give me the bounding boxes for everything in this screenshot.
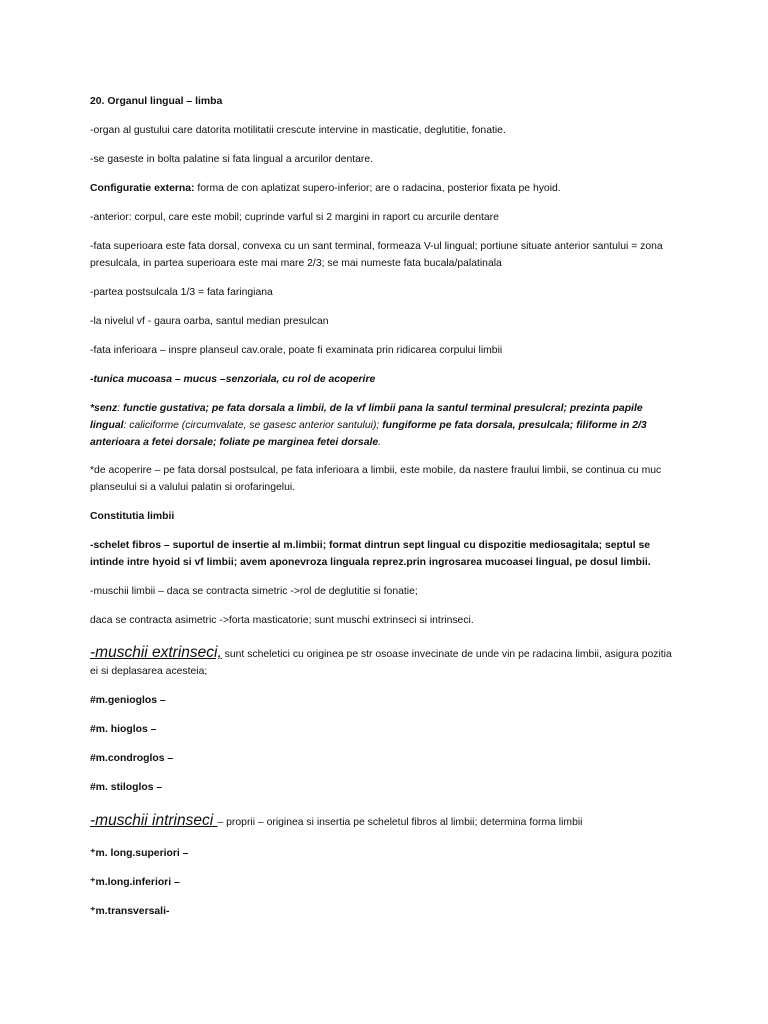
extrinseci-text: sunt scheletici cu originea pe str osoase invecinate de unde vin pe radacina limbii, asigura pozitia ei si deplasarea acesteia; [90, 649, 672, 677]
paragraph-senz [90, 400, 680, 451]
paragraph-fata-superioara: -fata superioara este fata dorsal, convexa cu un sant terminal, formeaza V-ul lingual; portiune situate anterior santului = zona presulcala, in partea superioara este mai mare 2/3; se mai numeste fata bucala/palatinala [90, 241, 663, 269]
muscle-long-inferiori: ⁺m.long.inferiori – [90, 877, 180, 888]
paragraph-anterior: -anterior: corpul, care este mobil; cuprinde varful si 2 margini in raport cu arcurile dentare [90, 212, 499, 223]
paragraph-configuratie [90, 180, 680, 197]
paragraph-tunica: -tunica mucoasa – mucus –senzoriala, cu rol de acoperire [90, 374, 376, 385]
paragraph-bolta: -se gaseste in bolta palatine si fata lingual a arcurilor dentare. [90, 154, 374, 165]
paragraph-vf: -la nivelul vf - gaura oarba, santul median presulcan [90, 316, 329, 327]
senz-rest: : caliciforme (circumvalate, se gasesc anterior santului); [123, 420, 383, 431]
paragraph-organ: -organ al gustului care datorita motilitatii crescute intervine in masticatie, deglutitie, fonatie. [90, 125, 506, 136]
muscle-hioglos: #m. hioglos – [90, 724, 157, 735]
senz-colon: : [117, 403, 123, 414]
heading-constitutia: Constitutia limbii [90, 511, 175, 522]
paragraph-intrinseci [90, 812, 680, 831]
senz-text: functie gustativa; pe fata dorsala a limbii, de la vf limbii pana la santul terminal presulcral; prezinta papile lingual [90, 403, 643, 431]
paragraph-asimetric: daca se contracta asimetric ->forta masticatorie; sunt muschi extrinseci si intrinseci. [90, 615, 474, 626]
paragraph-extrinseci [90, 644, 680, 680]
configuratie-label: Configuratie externa: [90, 183, 195, 194]
paragraph-postsulcala: -partea postsulcala 1/3 = fata faringiana [90, 287, 273, 298]
paragraph-acoperire: *de acoperire – pe fata dorsal postsulcal, pe fata inferioara a limbii, este mobile, da nastere fraului limbii, se continua cu muc planseului si a valului palatin si orofaringelui. [90, 465, 662, 493]
muscle-transversali: ⁺m.transversali- [90, 906, 170, 917]
intrinseci-text: – proprii – originea si insertia pe scheletul fibros al limbii; determina forma limbii [217, 817, 583, 828]
section-title: 20. Organul lingual – limba [90, 96, 223, 107]
muscle-condroglos: #m.condroglos – [90, 753, 174, 764]
muscle-genioglos: #m.genioglos – [90, 695, 166, 706]
senz-text-2: fungiforme pe fata dorsala, presulcala; filiforme in 2/3 anterioara a fetei dorsale; foliate pe marginea fetei dorsale [90, 420, 647, 448]
intrinseci-label: -muschii intrinseci [90, 812, 218, 829]
muscle-stiloglos: #m. stiloglos – [90, 782, 163, 793]
paragraph-schelet: -schelet fibros – suportul de insertie al m.limbii; format dintrun sept lingual cu dispozitie mediosagitala; septul se intinde intre hyoid si vf limbii; avem aponevroza linguala reprez.prin ingrosarea mucoasei lingual, pe dosul limbii. [90, 540, 651, 568]
muscle-long-superiori: ⁺m. long.superiori – [90, 848, 189, 859]
extrinseci-label: -muschii extrinseci, [90, 644, 222, 661]
paragraph-muschii: -muschii limbii – daca se contracta simetric ->rol de deglutitie si fonatie; [90, 586, 418, 597]
configuratie-text: forma de con aplatizat supero-inferior; are o radacina, posterior fixata pe hyoid. [194, 183, 561, 194]
senz-end: . [378, 437, 382, 448]
paragraph-fata-inferioara: -fata inferioara – inspre planseul cav.orale, poate fi examinata prin ridicarea corpului limbii [90, 345, 503, 356]
senz-label: *senz [90, 403, 118, 414]
